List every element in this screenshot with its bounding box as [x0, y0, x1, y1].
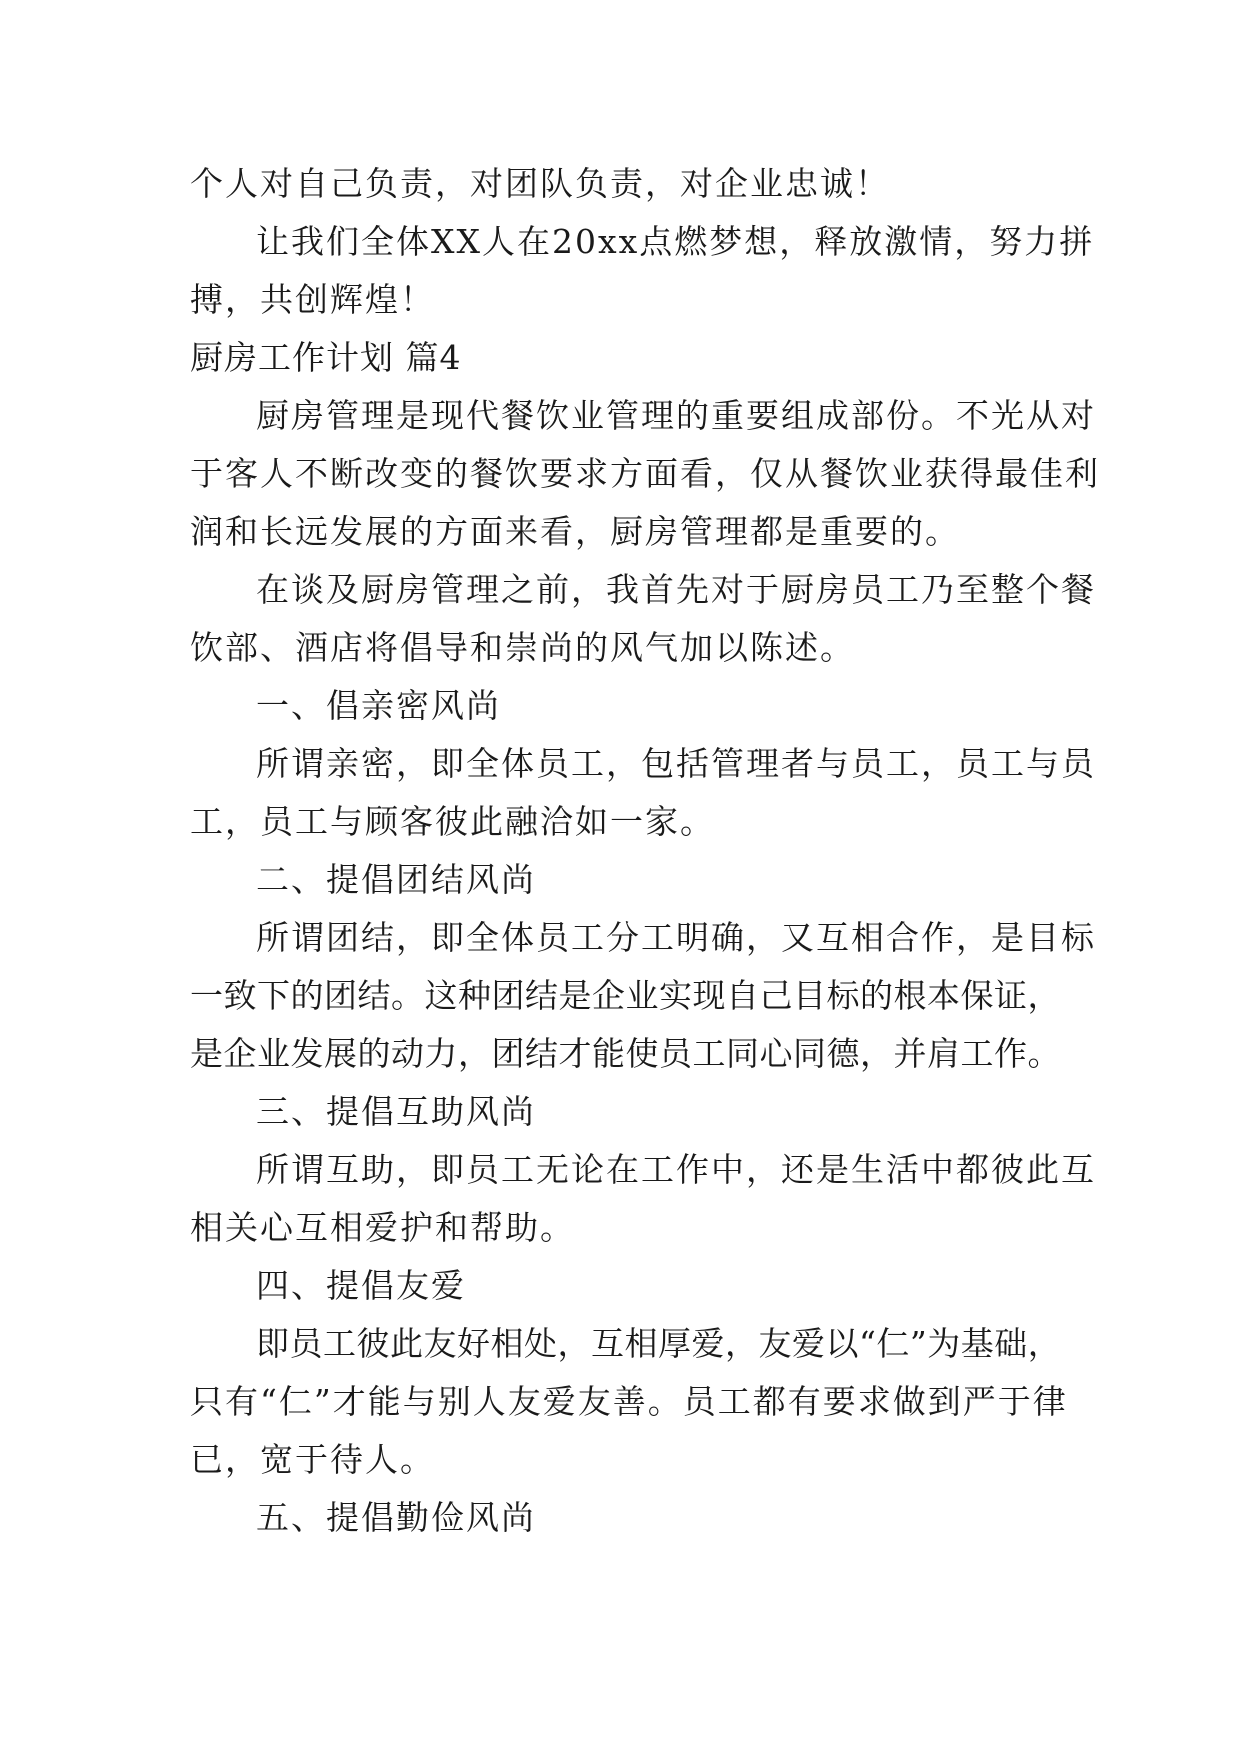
subheading: 五、提倡勤俭风尚 [256, 1498, 536, 1537]
body-line: 饮部、酒店将倡导和崇尚的风气加以陈述。 [190, 628, 855, 667]
section-title: 厨房工作计划 篇4 [190, 338, 462, 377]
body-line: 只有“仁”才能与别人友爱友善。员工都有要求做到严于律 [190, 1382, 1068, 1421]
body-line: 搏，共创辉煌！ [190, 280, 435, 319]
body-line: 所谓亲密，即全体员工，包括管理者与员工，员工与员 [256, 744, 1096, 783]
body-line: 厨房管理是现代餐饮业管理的重要组成部份。不光从对 [256, 396, 1096, 435]
body-line: 在谈及厨房管理之前，我首先对于厨房员工乃至整个餐 [256, 570, 1096, 609]
body-line: 即员工彼此友好相处，互相厚爱，友爱以“仁”为基础， [256, 1324, 1062, 1363]
subheading: 一、倡亲密风尚 [256, 686, 501, 725]
subheading: 二、提倡团结风尚 [256, 860, 536, 899]
body-line: 个人对自己负责，对团队负责，对企业忠诚！ [190, 164, 890, 203]
body-line: 所谓互助，即员工无论在工作中，还是生活中都彼此互 [256, 1150, 1096, 1189]
body-line: 工，员工与顾客彼此融洽如一家。 [190, 802, 715, 841]
document-body [190, 155, 1100, 1547]
body-line: 一致下的团结。这种团结是企业实现自己目标的根本保证， [190, 976, 1061, 1015]
body-line: 于客人不断改变的餐饮要求方面看，仅从餐饮业获得最佳利 [190, 454, 1100, 493]
subheading: 四、提倡友爱 [256, 1266, 466, 1305]
body-line: 让我们全体XX人在20xx点燃梦想，释放激情，努力拼 [256, 222, 1095, 261]
body-line: 已，宽于待人。 [190, 1440, 435, 1479]
body-line: 相关心互相爱护和帮助。 [190, 1208, 575, 1247]
body-line: 润和长远发展的方面来看，厨房管理都是重要的。 [190, 512, 960, 551]
body-line: 是企业发展的动力，团结才能使员工同心同德，并肩工作。 [190, 1034, 1061, 1073]
subheading: 三、提倡互助风尚 [256, 1092, 536, 1131]
body-line: 所谓团结，即全体员工分工明确，又互相合作，是目标 [256, 918, 1096, 957]
